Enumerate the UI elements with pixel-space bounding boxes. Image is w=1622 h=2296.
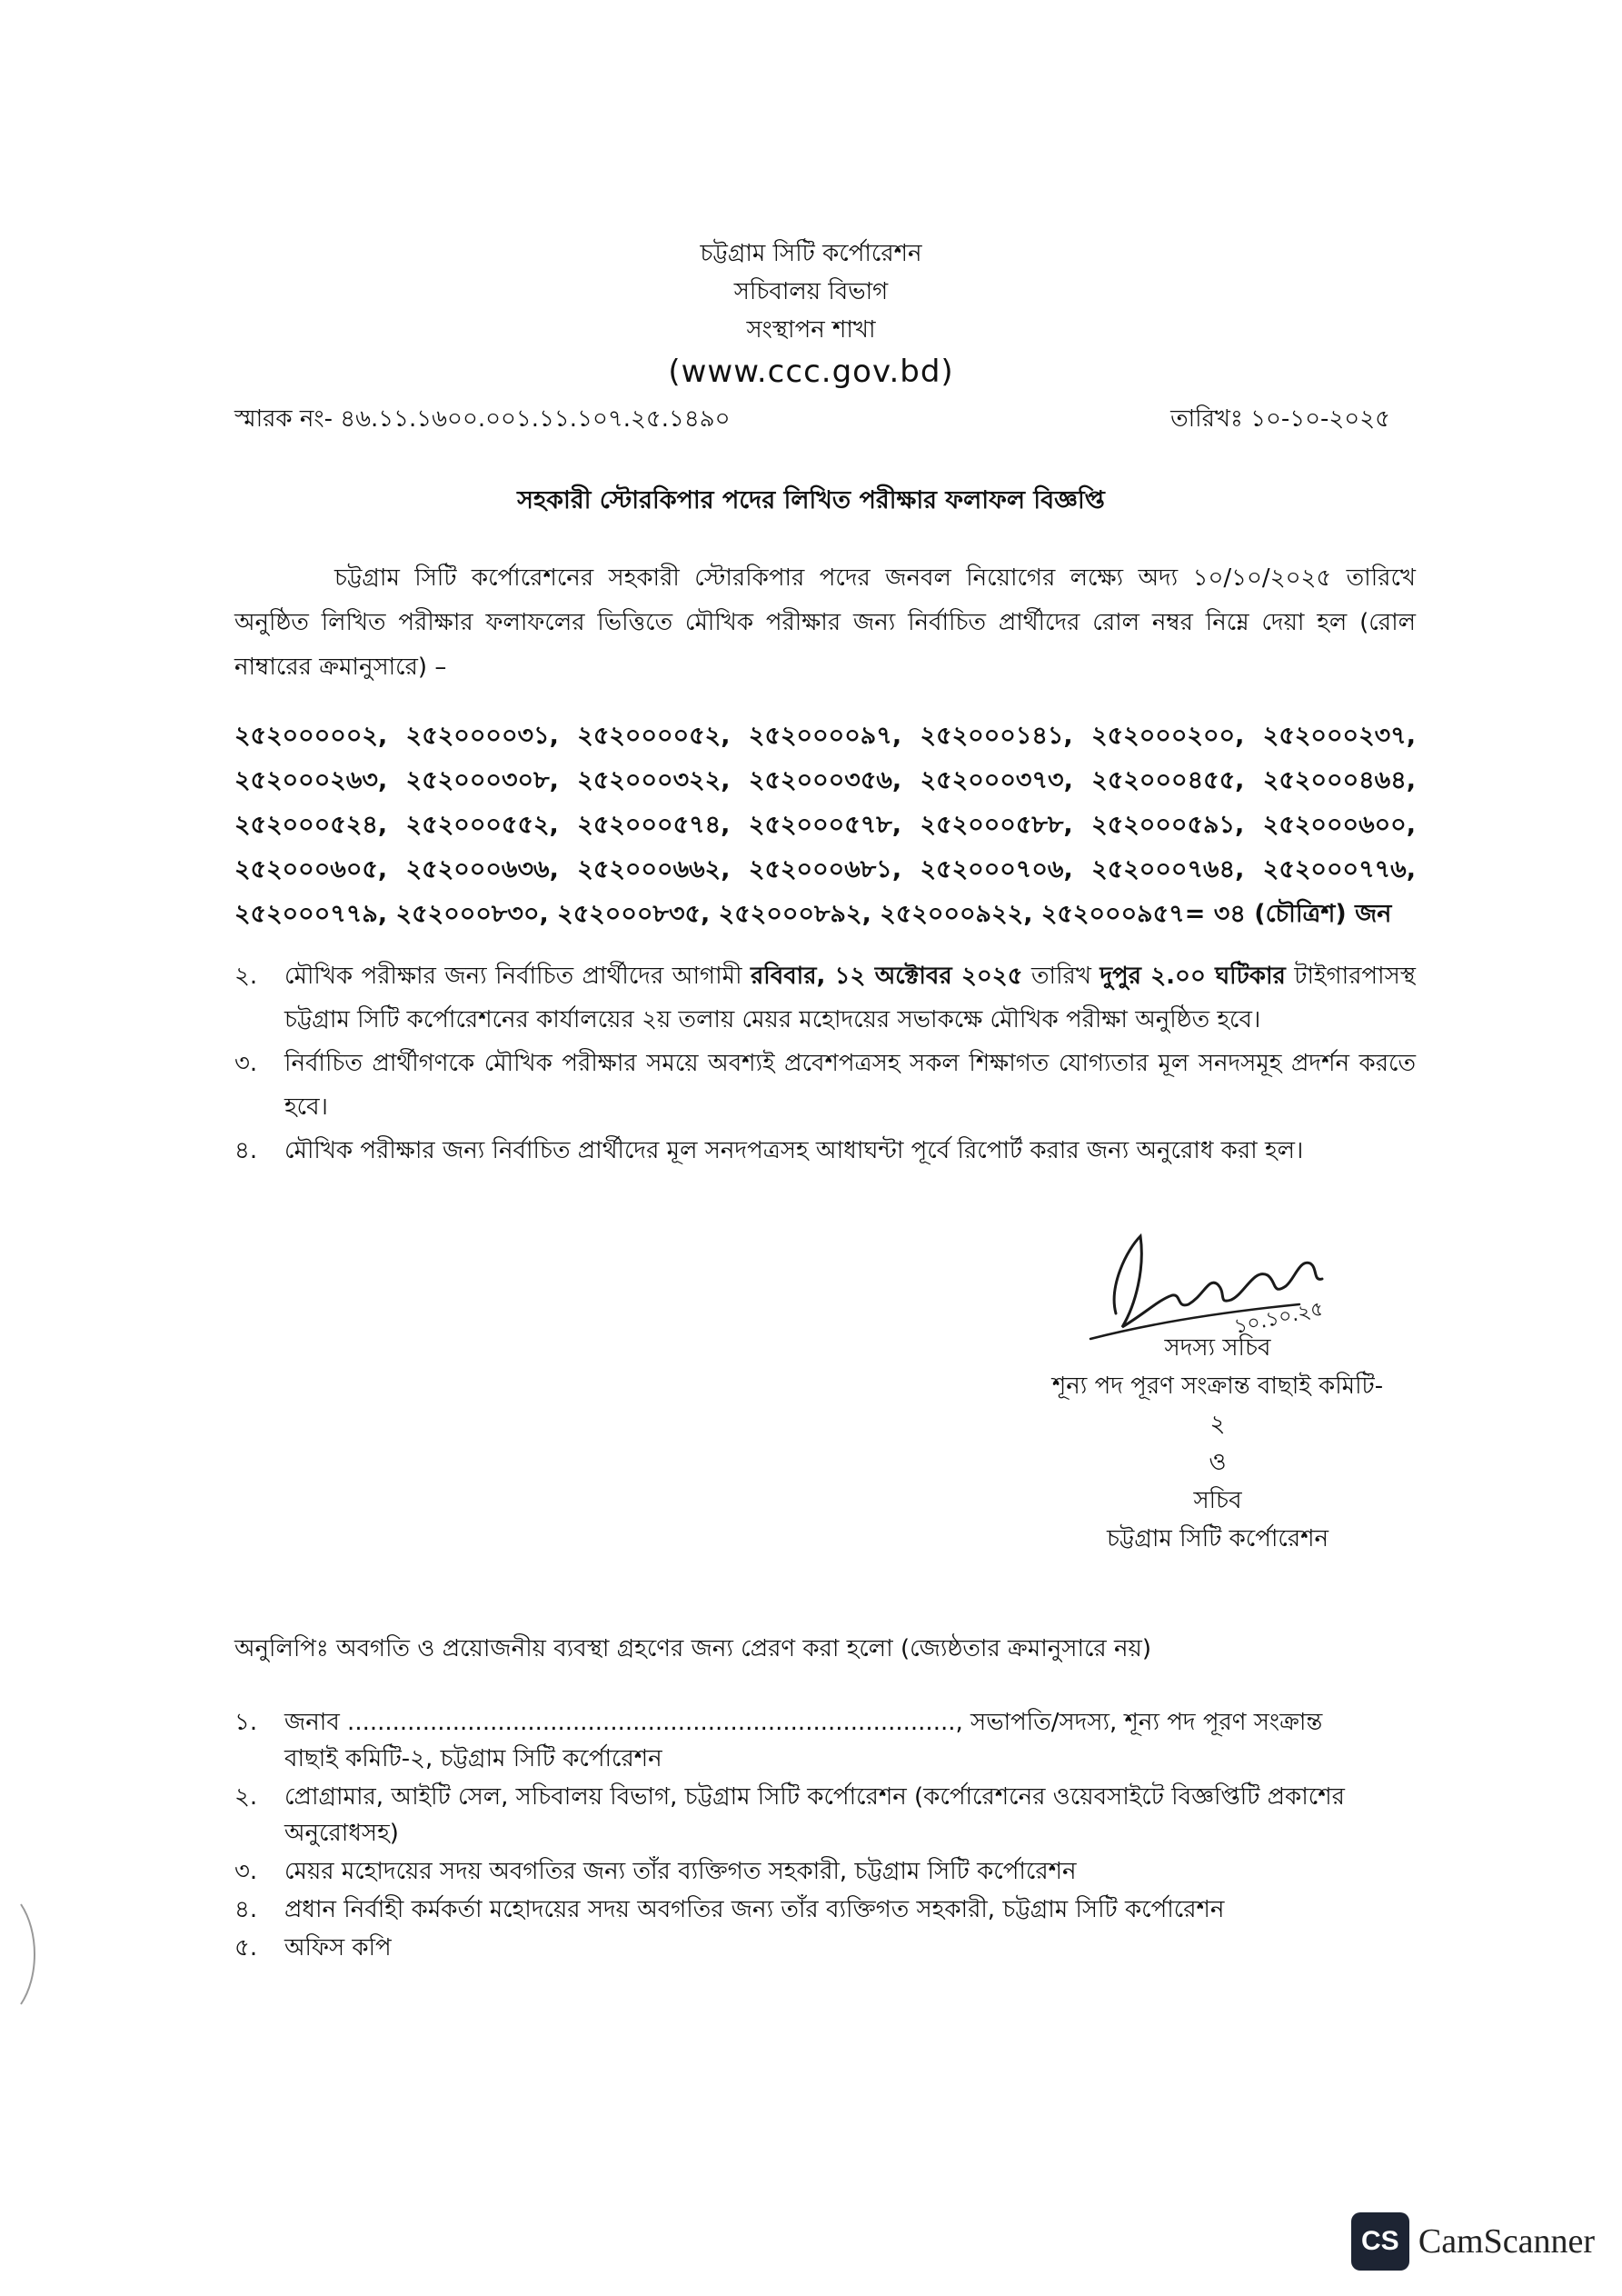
list-item xyxy=(234,1042,1416,1129)
secretary-title: সচিব xyxy=(1193,1487,1242,1514)
organization-name: চট্টগ্রাম সিটি কর্পোরেশন xyxy=(700,240,922,267)
item-number: ৪. xyxy=(234,1137,258,1164)
conjunction: ও xyxy=(1209,1449,1227,1476)
item-number: ৫. xyxy=(234,1934,258,1962)
list-item xyxy=(234,1930,1370,1966)
signatory-organization: চট্টগ্রাম সিটি কর্পোরেশন xyxy=(1106,1525,1329,1552)
roll-number-list: ২৫২০০০০০২, ২৫২০০০০৩১, ২৫২০০০০৫২, ২৫২০০০০৯৭, ২৫২০০০১৪১, ২৫২০০০২০০, ২৫২০০০২৩৭, ২৫২০০০২৬৩, ২৫২০০০৩০৮, ২৫২০০০৩২২, ২৫২০০০৩৫৬, ২৫২০০০৩৭৩, ২৫২০০০৪৫৫, ২৫২০০০৪৬৪, ২৫২০০০৫২৪, ২৫২০০০৫৫২, ২৫২০০০৫৭৪, ২৫২০০০৫৭৮, ২৫২০০০৫৮৮, ২৫২০০০৫৯১, ২৫২০০০৬০০, ২৫২০০০৬০৫, ২৫২০০০৬৩৬, ২৫২০০০৬৬২, ২৫২০০০৬৮১, ২৫২০০০৭০৬, ২৫২০০০৭৬৪, ২৫২০০০৭৭৬, ২৫২০০০৭৭৯, ২৫২০০০৮৩০, ২৫২০০০৮৩৫, ২৫২০০০৮৯২, ২৫২০০০৯২২, ২৫২০০০৯৫৭= ৩৪ (চৌত্রিশ) জন xyxy=(234,722,1416,928)
signature-date: ১০.১০.২৫ xyxy=(1232,1297,1326,1339)
item-text: জনাব ................................................................................., সভাপতি/সদস্য, শূন্য পদ পূরণ সংক্রান্ত বাছাই কমিটি-২, চট্টগ্রাম সিটি কর্পোরেশন xyxy=(284,1709,1323,1772)
intro-paragraph: চট্টগ্রাম সিটি কর্পোরেশনের সহকারী স্টোরকিপার পদের জনবল নিয়োগের লক্ষ্যে অদ্য ১০/১০/২০২৫ তারিখে অনুষ্ঠিত লিখিত পরীক্ষার ফলাফলের ভিত্তিতে মৌখিক পরীক্ষার জন্য নির্বাচিত প্রার্থীদের রোল নম্বর নিম্নে দেয়া হল (রোল নাম্বারের ক্রমানুসারে) – xyxy=(234,564,1416,681)
copy-heading: অনুলিপিঃ অবগতি ও প্রয়োজনীয় ব্যবস্থা গ্রহণের জন্য প্রেরণ করা হলো (জ্যেষ্ঠতার ক্রমানুসারে নয়) xyxy=(234,1635,1151,1662)
exam-date: রবিবার, ১২ অক্টোবর ২০২৫ xyxy=(751,963,1023,990)
signatory-block xyxy=(1018,1329,1418,1558)
scan-edge-mark xyxy=(16,1900,44,2009)
camscanner-logo: CS xyxy=(1351,2212,1409,2271)
list-item xyxy=(234,1129,1416,1173)
committee-name: শূন্য পদ পূরণ সংক্রান্ত বাছাই কমিটি- xyxy=(1051,1373,1384,1400)
subject-line: সহকারী স্টোরকিপার পদের লিখিত পরীক্ষার ফলাফল বিজ্ঞপ্তি xyxy=(517,486,1105,514)
exam-time: দুপুর ২.০০ ঘটিকার xyxy=(1100,963,1286,990)
list-item xyxy=(234,1892,1370,1928)
list-item xyxy=(234,954,1416,1042)
memo-date: তারিখঃ ১০-১০-২০২৫ xyxy=(1170,405,1390,433)
list-item xyxy=(234,1779,1370,1852)
item-text: মেয়র মহোদয়ের সদয় অবগতির জন্য তাঁর ব্যক্তিগত সহকারী, চট্টগ্রাম সিটি কর্পোরেশন xyxy=(284,1858,1077,1885)
camscanner-watermark xyxy=(1351,2212,1595,2271)
item-number: ৪. xyxy=(234,1896,258,1923)
camscanner-name: CamScanner xyxy=(1418,2222,1595,2261)
signatory-designation: সদস্য সচিব xyxy=(1164,1334,1271,1362)
list-item xyxy=(234,1853,1370,1890)
item-text: প্রোগ্রামার, আইটি সেল, সচিবালয় বিভাগ, চট্টগ্রাম সিটি কর্পোরেশন (কর্পোরেশনের ওয়েবসাইটে বিজ্ঞপ্তিটি প্রকাশের অনুরোধসহ) xyxy=(284,1783,1345,1847)
committee-number: ২ xyxy=(1209,1411,1226,1438)
instruction-list xyxy=(234,954,1416,1173)
item-number: ১. xyxy=(234,1709,258,1736)
list-item xyxy=(234,1704,1370,1777)
copy-recipient-list xyxy=(234,1704,1370,1968)
memo-reference: স্মারক নং- ৪৬.১১.১৬০০.০০১.১১.১০৭.২৫.১৪৯০ xyxy=(234,405,731,433)
website: (www.ccc.gov.bd) xyxy=(668,354,954,390)
item-text: প্রধান নির্বাহী কর্মকর্তা মহোদয়ের সদয় অবগতির জন্য তাঁর ব্যক্তিগত সহকারী, চট্টগ্রাম সিটি কর্পোরেশন xyxy=(284,1896,1225,1923)
item-number: ৩. xyxy=(234,1858,258,1885)
letterhead xyxy=(0,235,1622,394)
item-text: মৌখিক পরীক্ষার জন্য নির্বাচিত প্রার্থীদের আগামী রবিবার, ১২ অক্টোবর ২০২৫ তারিখ দুপুর ২.০০ ঘটিকার টাইগারপাসস্থ চট্টগ্রাম সিটি কর্পোরেশনের কার্যালয়ের ২য় তলায় মেয়র মহোদয়ের সভাকক্ষে মৌখিক পরীক্ষা অনুষ্ঠিত হবে। xyxy=(284,963,1416,1033)
item-text: নির্বাচিত প্রার্থীগণকে মৌখিক পরীক্ষার সময়ে অবশ্যই প্রবেশপত্রসহ সকল শিক্ষাগত যোগ্যতার মূল সনদসমূহ প্রদর্শন করতে হবে। xyxy=(284,1050,1416,1121)
item-number: ২. xyxy=(234,963,258,990)
item-number: ২. xyxy=(234,1783,258,1811)
division-name: সচিবালয় বিভাগ xyxy=(733,278,889,305)
item-text: অফিস কপি xyxy=(284,1934,392,1962)
item-number: ৩. xyxy=(234,1050,258,1077)
item-text: মৌখিক পরীক্ষার জন্য নির্বাচিত প্রার্থীদের মূল সনদপত্রসহ আধাঘন্টা পূর্বে রিপোর্ট করার জন্য অনুরোধ করা হল। xyxy=(284,1137,1304,1164)
section-name: সংস্থাপন শাখা xyxy=(746,316,876,344)
